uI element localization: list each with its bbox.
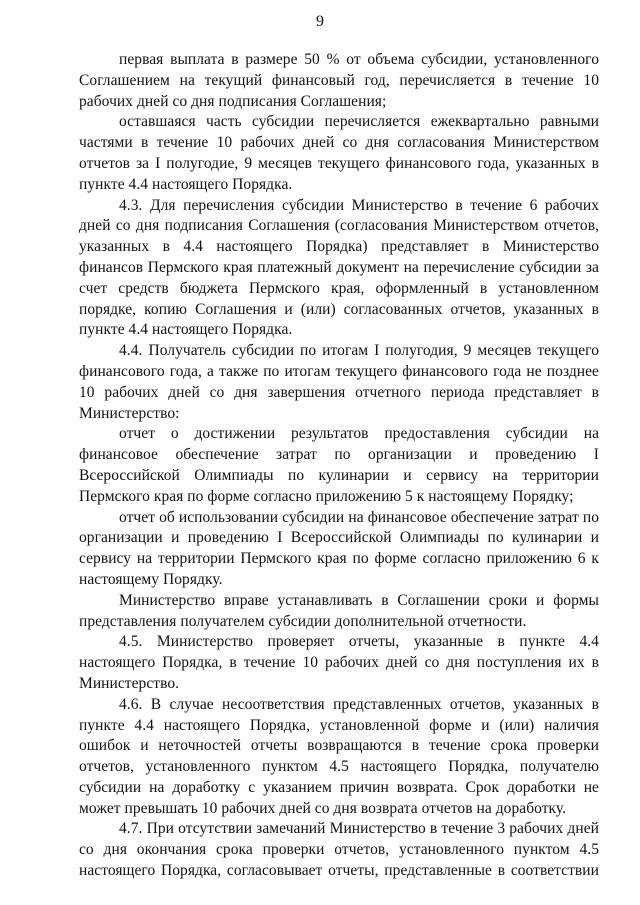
paragraph-report-usage: отчет об использовании субсидии на финансовое обеспечение затрат по организации и проведению I Всероссийской Олимпиады по кулинарии и сервису на территории Пермского края по форме согласно приложению 6 к настоящему Порядку.: [79, 508, 599, 588]
paragraph-4-3: 4.3. Для перечисления субсидии Министерство в течение 6 рабочих дней со дня подписания Соглашения (согласования Министерством отчетов, указанных в 4.4 настоящего Порядка) представляет в Министерство финансов Пермского края платежный документ на перечисление субсидии за счет средств бюджета Пермского края, оформленный в установленном порядке, копию Соглашения и (или) согласованных отчетов, указанных в пункте 4.4 настоящего Порядка.: [79, 196, 599, 339]
paragraph-4-4: 4.4. Получатель субсидии по итогам I полугодия, 9 месяцев текущего финансового года, а также по итогам текущего финансового года не позднее 10 рабочих дней со дня завершения отчетного периода представляет в Министерство:: [79, 342, 599, 422]
document-body: [79, 50, 599, 882]
paragraph-4-6: 4.6. В случае несоответствия представленных отчетов, указанных в пункте 4.4 настоящего Порядка, установленной форме и (или) наличия ошибок и неточностей отчеты возвращаются в течение срока проверки отчетов, установленного пунктом 4.5 настоящего Порядка, получателю субсидии на доработку с указанием причин возврата. Срок доработки не может превышать 10 рабочих дней со дня возврата отчетов на доработку.: [79, 695, 599, 817]
paragraph-remaining-payment: оставшаяся часть субсидии перечисляется ежеквартально равными частями в течение 10 рабочих дней со дня согласования Министерством отчетов за I полугодие, 9 месяцев текущего финансового года, указанных в пункте 4.4 настоящего Порядка.: [79, 113, 599, 193]
paragraph-additional-reporting: Министерство вправе устанавливать в Соглашении сроки и формы представления получателем субсидии дополнительной отчетности.: [79, 591, 599, 630]
paragraph-report-results: отчет о достижении результатов предоставления субсидии на финансовое обеспечение затрат по организации и проведению I Всероссийской Олимпиады по кулинарии и сервису на территории Пермского края по форме согласно приложению 5 к настоящему Порядку;: [79, 425, 599, 505]
paragraph-4-5: 4.5. Министерство проверяет отчеты, указанные в пункте 4.4 настоящего Порядка, в течение 10 рабочих дней со дня поступления их в Министерство.: [79, 633, 599, 692]
page-number: 9: [316, 13, 324, 30]
paragraph-4-7: 4.7. При отсутствии замечаний Министерство в течение 3 рабочих дней со дня окончания срока проверки отчетов, установленного пунктом 4.5 настоящего Порядка, согласовывает отчеты, представленные в соответствии: [79, 820, 599, 880]
paragraph-first-payment: первая выплата в размере 50 % от объема субсидии, установленного Соглашением на текущий финансовый год, перечисляется в течение 10 рабочих дней со дня подписания Соглашения;: [79, 51, 599, 110]
